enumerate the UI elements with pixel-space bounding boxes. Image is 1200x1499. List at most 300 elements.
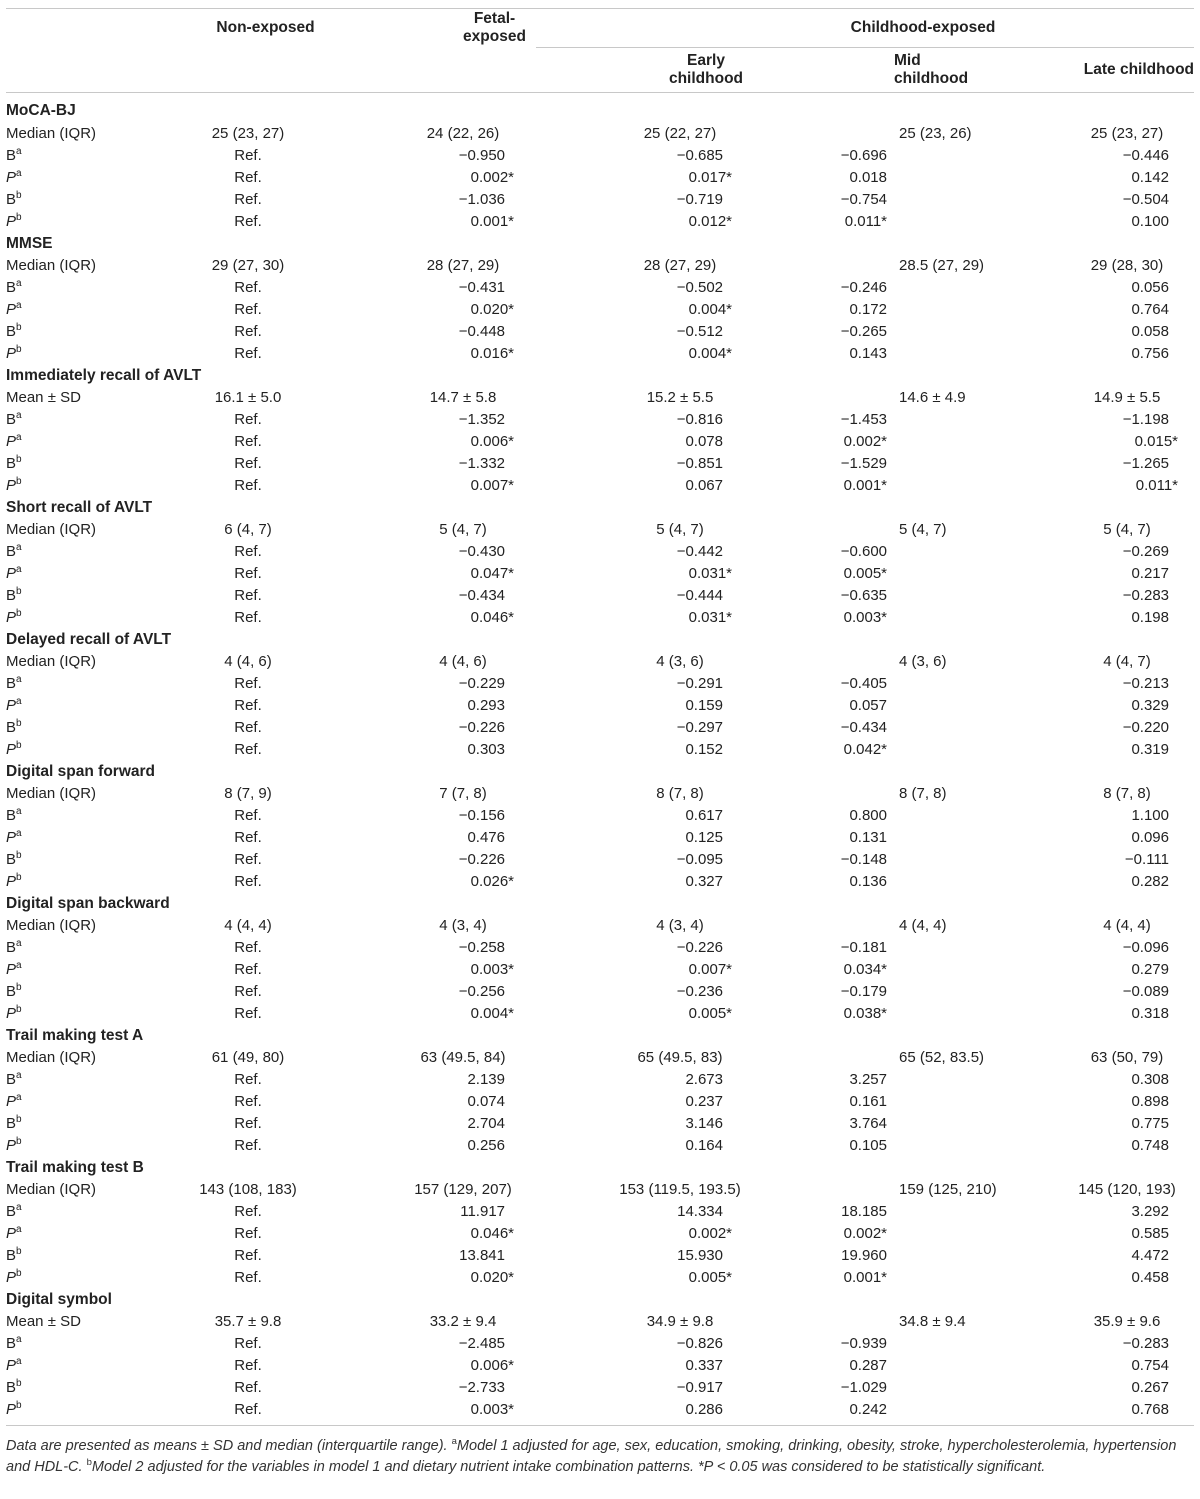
table-cell: 0.242 [849,1401,887,1418]
row-label [6,1047,178,1069]
table-cell: Ref. [234,191,262,208]
row-label [6,431,178,453]
table-cell: −1.352 [458,411,505,428]
table-cell: −0.297 [676,719,723,736]
table-cell: 0.143 [849,345,887,362]
row-label [6,409,178,431]
table-cell: 0.476 [467,829,505,846]
table-cell: 0.003* [470,961,514,978]
table-cell: 4 (4, 4) [899,917,947,934]
row-label-superscript: b [16,1114,22,1125]
row-label-text: P [6,1005,17,1022]
table-row [6,475,1194,497]
header-late-childhood: Late childhood [887,48,1194,93]
row-label [6,343,178,365]
table-cell: 11.917 [460,1203,505,1220]
table-cell: −0.246 [840,279,887,296]
table-cell: −0.156 [458,807,505,824]
table-cell: 7 (7, 8) [439,785,487,802]
table-cell: −2.485 [458,1335,505,1352]
row-label-superscript: a [16,1202,22,1213]
header-childhood-exposed: Childhood-exposed [536,9,1194,48]
table-row [6,1355,1194,1377]
section-header-row [6,1157,1194,1179]
table-row [6,299,1194,321]
table-cell: 0.002* [688,1225,732,1242]
row-label-text: P [6,477,17,494]
footnote-sup-a: a [451,1436,457,1448]
table-cell: 25 (23, 27) [211,125,285,142]
row-label [6,783,178,805]
table-row [6,695,1194,717]
table-row [6,1245,1194,1267]
row-label [6,1113,178,1135]
table-row [6,1113,1194,1135]
row-label-text: B [6,191,17,208]
table-cell: −0.265 [840,323,887,340]
table-cell: Ref. [234,565,262,582]
table-cell: 0.004* [688,345,732,362]
row-label [6,1179,178,1201]
table-row [6,189,1194,211]
row-label-superscript: a [16,278,22,289]
row-label-text: B [6,719,17,736]
row-label-text: B [6,1379,17,1396]
table-cell: 63 (50, 79) [1090,1049,1164,1066]
row-label-superscript: b [16,850,22,861]
section-title: Digital span backward [6,895,170,912]
table-cell: Ref. [234,1071,262,1088]
table-row [6,827,1194,849]
table-cell: −0.181 [840,939,887,956]
table-row [6,651,1194,673]
table-cell: 0.002* [843,1225,887,1242]
row-label-superscript: a [16,960,22,971]
table-cell: 4 (3, 6) [656,653,704,670]
table-cell: 13.841 [459,1247,505,1264]
section-title: Digital span forward [6,763,155,780]
table-row [6,453,1194,475]
row-label-superscript: a [16,564,22,575]
row-label [6,1135,178,1157]
table-row [6,871,1194,893]
table-row [6,563,1194,585]
row-label [6,937,178,959]
table-cell: 0.152 [685,741,723,758]
row-label [6,717,178,739]
row-label [6,1223,178,1245]
table-cell: −0.148 [840,851,887,868]
table-cell: Ref. [234,1115,262,1132]
table-cell: 19.960 [841,1247,887,1264]
table-cell: 14.7 ± 5.8 [429,389,497,406]
row-label-superscript: b [16,1246,22,1257]
row-label-superscript: b [16,1268,22,1279]
row-label [6,651,178,673]
table-cell: −1.265 [1122,455,1169,472]
table-cell: 0.020* [470,1269,514,1286]
table-cell: 3.146 [685,1115,723,1132]
row-label [6,1201,178,1223]
table-cell: 0.172 [849,301,887,318]
table-row [6,1003,1194,1025]
table-cell: 0.458 [1131,1269,1169,1286]
table-cell: −0.111 [1124,851,1169,868]
row-label-text: Median (IQR) [6,917,97,934]
row-label [6,871,178,893]
table-cell: 0.007* [688,961,732,978]
table-cell: 4 (3, 4) [656,917,704,934]
row-label-text: P [6,1093,17,1110]
table-cell: 0.256 [467,1137,505,1154]
table-cell: −0.283 [1122,1335,1169,1352]
row-label [6,1333,178,1355]
table-cell: 35.7 ± 9.8 [214,1313,282,1330]
row-label-text: B [6,279,17,296]
table-cell: 8 (7, 8) [656,785,704,802]
header-non-exposed: Non-exposed [216,19,315,37]
table-cell: −0.434 [840,719,887,736]
row-label-superscript: b [16,872,22,883]
section-header-row [6,629,1194,651]
row-label-text: P [6,1401,17,1418]
row-label [6,563,178,585]
table-cell: 35.9 ± 9.6 [1093,1313,1161,1330]
table-cell: −0.685 [676,147,723,164]
table-cell: −2.733 [458,1379,505,1396]
footnote-sup-b: b [86,1456,92,1468]
table-cell: 4 (4, 4) [1103,917,1151,934]
section-header-row [6,497,1194,519]
table-cell: 0.004* [688,301,732,318]
row-label [6,1003,178,1025]
table-cell: −0.229 [458,675,505,692]
table-row [6,1069,1194,1091]
table-cell: 0.046* [470,609,514,626]
table-cell: Ref. [234,411,262,428]
table-cell: 145 (120, 193) [1078,1181,1176,1198]
row-label [6,1377,178,1399]
row-label-text: Median (IQR) [6,521,97,538]
table-row [6,431,1194,453]
row-label [6,849,178,871]
table-cell: 6 (4, 7) [224,521,272,538]
row-label-superscript: b [16,718,22,729]
row-label-text: P [6,873,17,890]
table-cell: 0.768 [1131,1401,1169,1418]
table-cell: 18.185 [841,1203,887,1220]
table-cell: 4.472 [1131,1247,1169,1264]
table-cell: Ref. [234,323,262,340]
table-cell: 0.067 [685,477,723,494]
row-label-superscript: a [16,542,22,553]
table-cell: −0.226 [676,939,723,956]
table-cell: 2.673 [685,1071,723,1088]
row-label [6,981,178,1003]
header-mid-childhood: Mid childhood [744,48,887,93]
table-cell: −0.236 [676,983,723,1000]
table-row [6,409,1194,431]
table-cell: 0.756 [1131,345,1169,362]
row-label-text: P [6,345,17,362]
table-cell: 63 (49.5, 84) [420,1049,506,1066]
table-cell: 14.6 ± 4.9 [899,389,966,406]
table-row [6,255,1194,277]
row-label [6,453,178,475]
footnote-text-3: Model 2 adjusted for the variables in model 1 and dietary nutrient intake combination patterns. *P < 0.05 was considered to be statistically significant. [91,1458,1046,1475]
row-label-superscript: a [16,806,22,817]
table-cell: 0.327 [685,873,723,890]
table-cell: Ref. [234,1401,262,1418]
table-cell: 143 (108, 183) [199,1181,297,1198]
table-cell: 0.267 [1131,1379,1169,1396]
table-cell: Ref. [234,1269,262,1286]
table-cell: −1.198 [1122,411,1169,428]
table-cell: 3.292 [1131,1203,1169,1220]
table-cell: Ref. [234,587,262,604]
table-row [6,673,1194,695]
table-cell: 4 (4, 6) [439,653,487,670]
table-row [6,1201,1194,1223]
row-label-text: B [6,455,17,472]
row-label-superscript: b [16,344,22,355]
table-cell: −0.444 [676,587,723,604]
row-label [6,1267,178,1289]
table-cell: Ref. [234,455,262,472]
table-cell: −0.442 [676,543,723,560]
table-cell: 0.293 [467,697,505,714]
table-cell: −0.448 [458,323,505,340]
table-cell: 159 (125, 210) [899,1181,997,1198]
table-cell: 16.1 ± 5.0 [214,389,282,406]
table-cell: 15.2 ± 5.5 [646,389,714,406]
table-cell: Ref. [234,1335,262,1352]
table-row [6,145,1194,167]
table-row [6,387,1194,409]
footnote-text-1: Data are presented as means ± SD and median (interquartile range). [6,1438,452,1454]
row-label-superscript: a [16,674,22,685]
row-label [6,585,178,607]
table-cell: Ref. [234,675,262,692]
row-label-superscript: b [16,586,22,597]
row-label [6,673,178,695]
table-row [6,211,1194,233]
table-cell: Ref. [234,147,262,164]
table-cell: 0.136 [849,873,887,890]
table-cell: −1.036 [458,191,505,208]
table-cell: 0.011* [1135,477,1178,494]
table-cell: −0.504 [1122,191,1169,208]
table-cell: −0.405 [840,675,887,692]
table-cell: −0.226 [458,719,505,736]
table-cell: −0.635 [840,587,887,604]
table-cell: 4 (3, 4) [439,917,487,934]
row-label-superscript: b [16,1378,22,1389]
table-cell: Ref. [234,1203,262,1220]
table-row [6,1399,1194,1421]
row-label [6,123,178,145]
table-cell: −0.719 [676,191,723,208]
table-cell: 61 (49, 80) [211,1049,285,1066]
row-label-superscript: a [16,146,22,157]
table-cell: 28 (27, 29) [643,257,717,274]
row-label-text: Median (IQR) [6,785,97,802]
table-row [6,1047,1194,1069]
table-cell: 24 (22, 26) [426,125,500,142]
table-row [6,1267,1194,1289]
table-cell: 25 (23, 26) [899,125,972,142]
row-label-text: P [6,961,17,978]
row-label [6,1091,178,1113]
row-label-superscript: a [16,1334,22,1345]
row-label [6,299,178,321]
table-cell: 29 (27, 30) [211,257,285,274]
row-label-text: P [6,213,17,230]
table-cell: Ref. [234,1093,262,1110]
table-cell: 14.9 ± 5.5 [1093,389,1161,406]
row-label-text: B [6,411,17,428]
table-cell: 5 (4, 7) [439,521,487,538]
row-label-superscript: a [16,300,22,311]
row-label-text: P [6,697,17,714]
row-label [6,277,178,299]
table-cell: 29 (28, 30) [1090,257,1164,274]
table-cell: 0.131 [849,829,887,846]
row-label-text: P [6,433,17,450]
table-row [6,915,1194,937]
header-blank [6,9,178,48]
row-label-text: B [6,1247,17,1264]
table-cell: 0.303 [467,741,505,758]
row-label [6,1245,178,1267]
table-row [6,805,1194,827]
row-label [6,607,178,629]
row-label-superscript: a [16,938,22,949]
table-cell: 0.020* [470,301,514,318]
table-cell: Ref. [234,983,262,1000]
header-fetal-exposed: Fetal-exposed [463,10,526,46]
section-title: Trail making test B [6,1159,144,1176]
table-row [6,1311,1194,1333]
table-row [6,167,1194,189]
row-label [6,475,178,497]
row-label-text: B [6,323,17,340]
table-row [6,607,1194,629]
row-label [6,321,178,343]
table-cell: Ref. [234,697,262,714]
table-cell: 1.100 [1131,807,1169,824]
header-early-childhood: Early childhood [536,48,744,93]
row-label [6,519,178,541]
row-label-superscript: b [16,190,22,201]
row-label-text: Mean ± SD [6,389,81,406]
table-cell: 0.006* [470,433,514,450]
table-cell: 25 (23, 27) [1090,125,1164,142]
table-cell: 0.754 [1131,1357,1169,1374]
row-label-superscript: b [16,1136,22,1147]
table-cell: −0.213 [1122,675,1169,692]
table-cell: 0.026* [470,873,514,890]
table-cell: −0.917 [676,1379,723,1396]
row-label-superscript: b [16,476,22,487]
table-row [6,343,1194,365]
table-cell: Ref. [234,1379,262,1396]
row-label-text: B [6,1115,17,1132]
section-header-row [6,1289,1194,1311]
row-label [6,1311,178,1333]
row-label [6,541,178,563]
table-cell: 65 (52, 83.5) [899,1049,985,1066]
row-label-text: Median (IQR) [6,653,97,670]
row-label-superscript: b [16,1004,22,1015]
table-cell: 0.748 [1131,1137,1169,1154]
table-row [6,1135,1194,1157]
table-cell: 0.031* [688,565,732,582]
table-cell: 0.337 [685,1357,723,1374]
table-cell: −0.089 [1122,983,1169,1000]
table-cell: Ref. [234,433,262,450]
row-label-text: B [6,1203,17,1220]
section-title: Digital symbol [6,1291,112,1308]
table-cell: −0.179 [840,983,887,1000]
row-label-superscript: b [16,1400,22,1411]
row-label-superscript: b [16,608,22,619]
section-title: Short recall of AVLT [6,499,153,516]
table-cell: 0.012* [688,213,732,230]
table-cell: Ref. [234,213,262,230]
table-cell: 0.034* [843,961,887,978]
table-cell: 0.002* [843,433,887,450]
table-cell: 65 (49.5, 83) [637,1049,723,1066]
section-title: MoCA-BJ [6,102,76,119]
table-row [6,981,1194,1003]
table-cell: −0.754 [840,191,887,208]
table-row [6,1377,1194,1399]
section-title: MMSE [6,235,53,252]
row-label-superscript: b [16,454,22,465]
table-cell: −0.600 [840,543,887,560]
table-cell: 0.016* [470,345,514,362]
row-label-text: P [6,609,17,626]
table-row [6,937,1194,959]
row-label-text: P [6,301,17,318]
table-row [6,959,1194,981]
table-cell: 2.139 [467,1071,505,1088]
row-label [6,167,178,189]
table-cell: 0.161 [849,1093,887,1110]
table-cell: −0.431 [458,279,505,296]
row-label-text: B [6,1335,17,1352]
table-cell: −0.446 [1122,147,1169,164]
table-cell: 0.005* [688,1005,732,1022]
table-cell: 15.930 [677,1247,723,1264]
table-row [6,849,1194,871]
row-label-text: P [6,1269,17,1286]
table-cell: −0.269 [1122,543,1169,560]
row-label-text: B [6,147,17,164]
row-label-superscript: b [16,740,22,751]
footnote-text-2: Model 1 adjusted for age, sex, education, smoking, drinking, obesity, stroke, hypercholesterolemia, hypertension and HDL-C. [6,1438,1177,1475]
row-label-superscript: a [16,1092,22,1103]
table-cell: 0.308 [1131,1071,1169,1088]
table-cell: −1.529 [840,455,887,472]
table-cell: −0.291 [676,675,723,692]
table-cell: Ref. [234,939,262,956]
table-row [6,783,1194,805]
table-cell: 0.042* [843,741,887,758]
table-cell: Ref. [234,543,262,560]
table-cell: −1.453 [840,411,887,428]
